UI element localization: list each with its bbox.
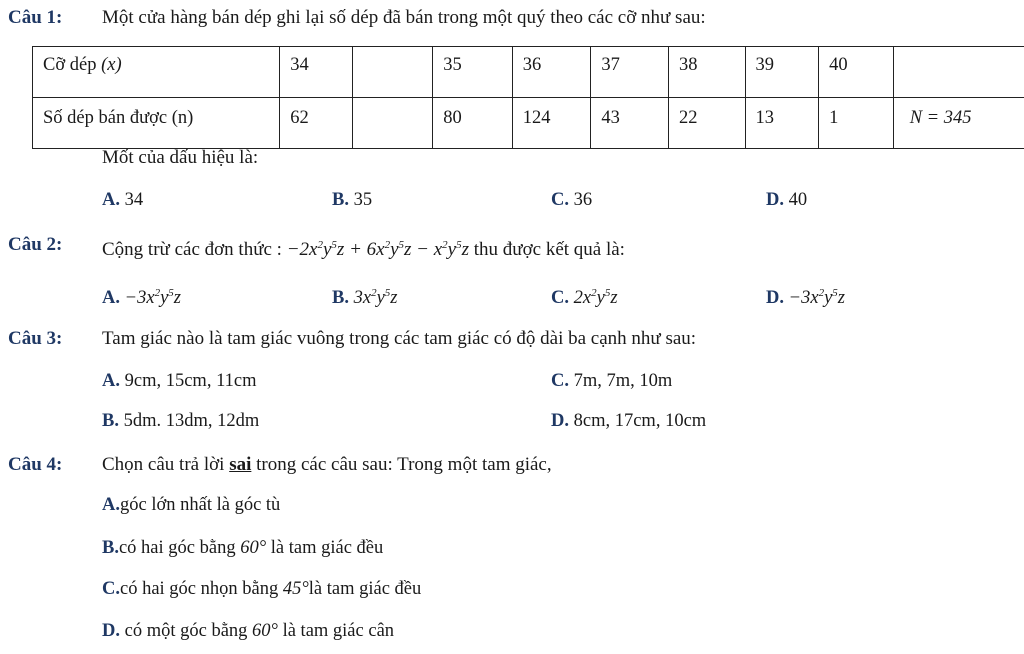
option-a[interactable]: A. 9cm, 15cm, 11cm <box>102 371 257 391</box>
question-number: Câu 2: <box>8 234 63 255</box>
table-cell: 22 <box>668 98 745 149</box>
option-a[interactable]: A. 34 <box>102 190 144 210</box>
table-cell: 1 <box>819 98 894 149</box>
table-row <box>33 98 1024 149</box>
question-text: Tam giác nào là tam giác vuông trong các tam giác có độ dài ba cạnh như sau: <box>102 328 697 349</box>
option-a[interactable]: A.góc lớn nhất là góc tù <box>102 495 281 515</box>
table-cell: 40 <box>819 47 894 98</box>
option-a[interactable]: A. $-3x^2y^5z$ <box>102 287 181 308</box>
table-cell: 43 <box>591 98 669 149</box>
table-cell: 37 <box>591 47 669 98</box>
table-cell: 38 <box>668 47 745 98</box>
option-c[interactable]: C. 7m, 7m, 10m <box>551 371 673 391</box>
option-b[interactable]: B. 5dm. 13dm, 12dm <box>102 411 260 431</box>
option-b[interactable]: B. $3x^2y^5z$ <box>332 287 398 308</box>
option-c[interactable]: C.có hai góc nhọn bằng 45°là tam giác đều <box>102 579 422 599</box>
table-cell: 80 <box>433 98 513 149</box>
table-cell: 13 <box>745 98 819 149</box>
option-b[interactable]: B.có hai góc bằng 60° là tam giác đều <box>102 538 384 558</box>
table-row <box>33 47 1024 98</box>
table-cell: 35 <box>433 47 513 98</box>
expression: $-2x^2y^5z + 6x^2y^5z - x^2y^5z$ <box>286 239 470 260</box>
option-c[interactable]: C. $2x^2y^5z$ <box>551 287 618 308</box>
table-cell <box>352 47 432 98</box>
table-cell <box>352 98 432 149</box>
option-d[interactable]: D. 8cm, 17cm, 10cm <box>551 411 707 431</box>
table-cell <box>893 47 1024 98</box>
question-text: Chọn câu trả lời sai trong các câu sau: Trong một tam giác, <box>102 454 552 475</box>
table-cell: 62 <box>280 98 353 149</box>
table-cell: Cỡ dép (x) <box>33 47 280 98</box>
option-d[interactable]: D. có một góc bằng 60° là tam giác cân <box>102 621 395 641</box>
question-number: Câu 1: <box>8 7 63 28</box>
table-cell: 124 <box>512 98 591 149</box>
question-number: Câu 4: <box>8 454 63 475</box>
question-text: Cộng trừ các đơn thức : $-2x^2y^5z + 6x^2y^5z - x^2y^5z$ thu được kết quả là: <box>102 239 625 260</box>
question-number: Câu 3: <box>8 328 63 349</box>
table-cell: 39 <box>745 47 819 98</box>
option-d[interactable]: D. $-3x^2y^5z$ <box>766 287 845 308</box>
emphasis-word: sai <box>229 454 252 475</box>
table-cell-total: N = 345 <box>893 98 1024 149</box>
table-cell: 34 <box>280 47 353 98</box>
option-d[interactable]: D. 40 <box>766 190 808 210</box>
question-subtext: Mốt của dấu hiệu là: <box>102 147 259 168</box>
table-cell: 36 <box>512 47 591 98</box>
option-c[interactable]: C. 36 <box>551 190 593 210</box>
option-b[interactable]: B. 35 <box>332 190 373 210</box>
table-cell: Số dép bán được (n) <box>33 98 280 149</box>
frequency-table <box>32 46 1024 149</box>
question-text: Một cửa hàng bán dép ghi lại số dép đã bán trong một quý theo các cỡ như sau: <box>102 7 706 28</box>
